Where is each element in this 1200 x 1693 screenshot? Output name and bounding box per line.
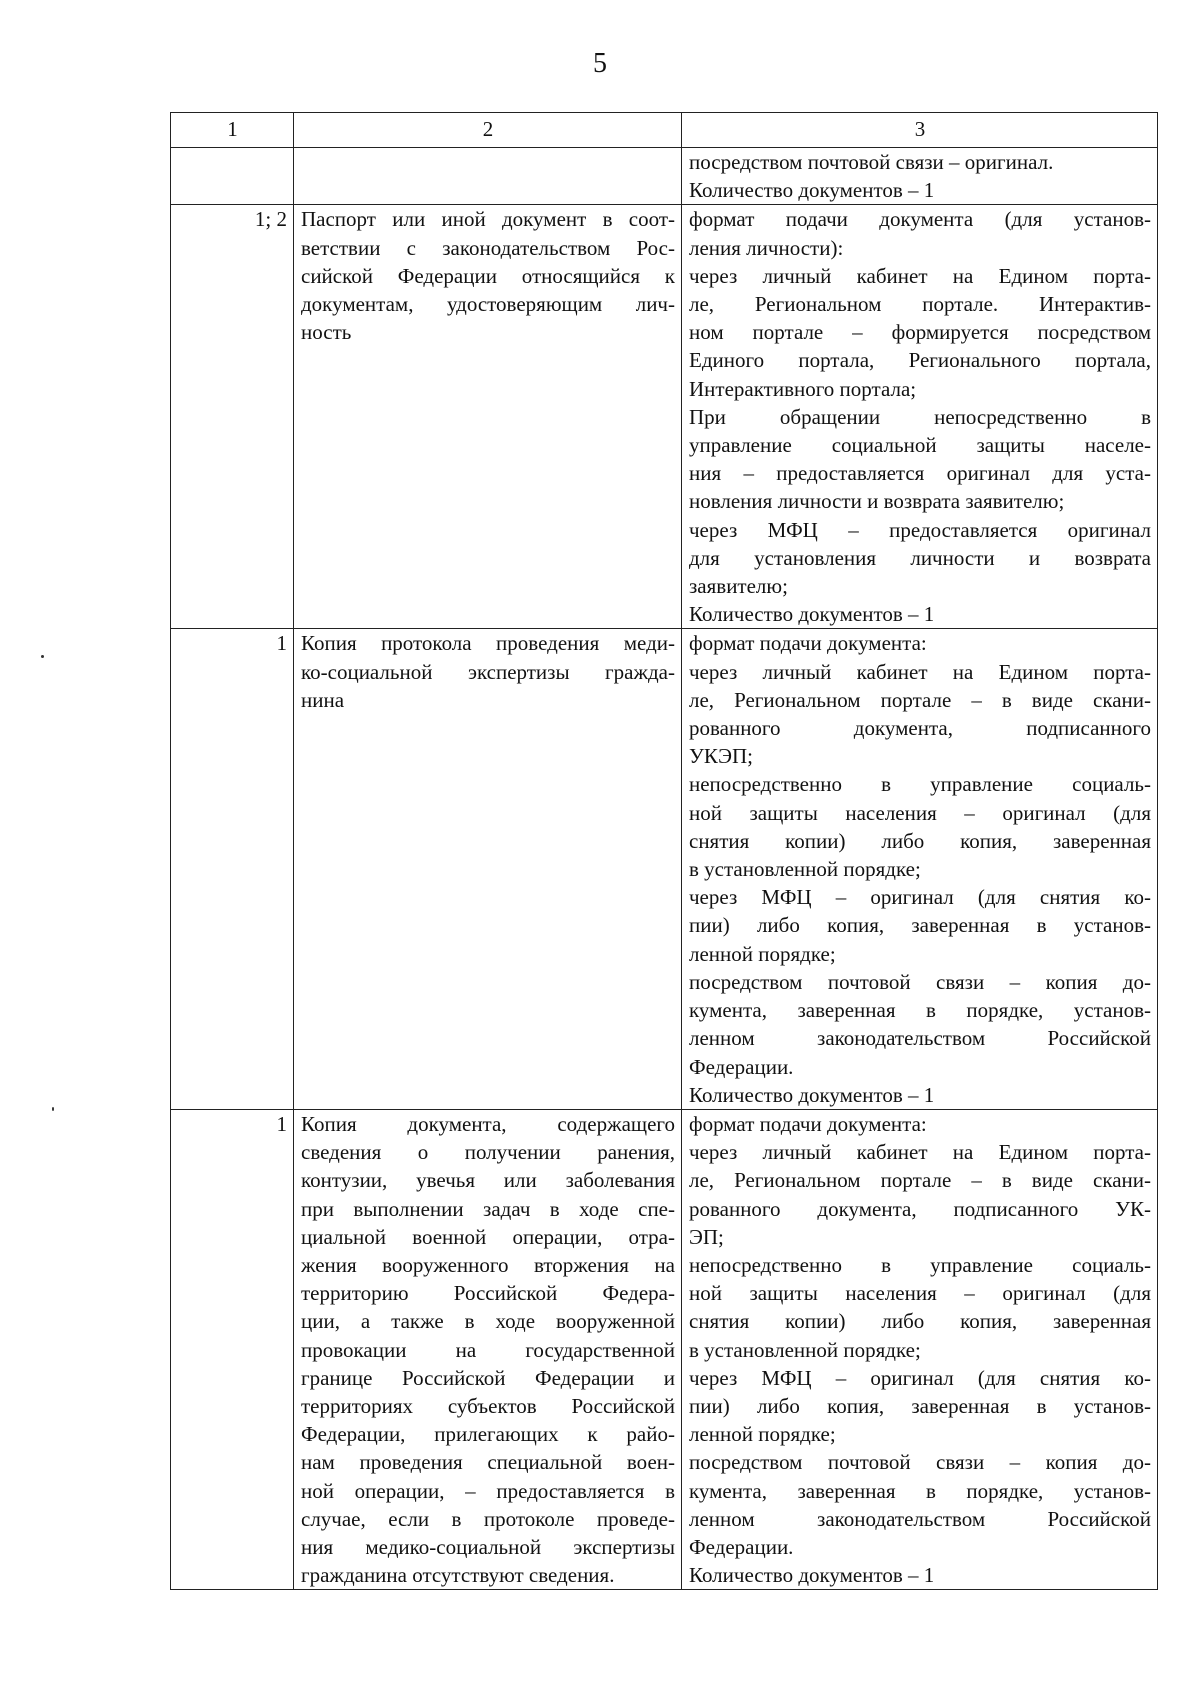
submission-format-line: Количество документов – 1 [689, 1563, 935, 1588]
submission-format-line: ленном законодательством Российской [689, 1026, 1151, 1051]
row-number-cell: 1 [171, 629, 294, 1109]
row-number-cell [171, 148, 294, 205]
submission-format-line: Федерации. [689, 1534, 794, 1559]
submission-format-line: непосредственно в управление социаль- [689, 772, 1151, 797]
submission-format-line: УКЭП; [689, 744, 753, 769]
table-row [171, 148, 1158, 205]
document-name-line: жения вооруженного вторжения на [301, 1252, 675, 1277]
document-name-line: сведения о получении ранения, [301, 1140, 675, 1165]
submission-format-line: ной защиты населения – оригинал (для [689, 800, 1151, 825]
submission-format-line: ления личности): [689, 235, 844, 260]
submission-format-line: формат подачи документа (для установ- [689, 207, 1151, 232]
scan-speck [52, 1107, 54, 1111]
submission-format-line: посредством почтовой связи – копия до- [689, 1450, 1151, 1475]
submission-format-line: ленной порядке; [689, 941, 836, 966]
document-name-line: ветствии с законодательством Рос- [301, 235, 675, 260]
submission-format-line: кумента, заверенная в порядке, установ- [689, 1478, 1151, 1503]
table-row [171, 629, 1158, 1109]
submission-format-line: управление социальной защиты населе- [689, 433, 1151, 458]
document-name-line: циальной военной операции, отра- [301, 1224, 675, 1249]
submission-format-line: непосредственно в управление социаль- [689, 1252, 1151, 1277]
submission-format-line: Количество документов – 1 [689, 178, 935, 203]
document-name-line: ции, а также в ходе вооруженной [301, 1309, 675, 1334]
table-row [171, 205, 1158, 629]
submission-format-line: через МФЦ – предоставляется оригинал [689, 517, 1151, 542]
document-name-line: Копия документа, содержащего [301, 1111, 675, 1136]
submission-format-line: ленном законодательством Российской [689, 1506, 1151, 1531]
document-name-line: при выполнении задач в ходе спе- [301, 1196, 675, 1221]
submission-format-line: Количество документов – 1 [689, 602, 935, 627]
submission-format-line: Федерации. [689, 1054, 794, 1079]
document-name-cell [294, 629, 682, 1109]
submission-format-line: рованного документа, подписанного [689, 716, 1151, 741]
document-name-line: Паспорт или иной документ в соот- [301, 207, 675, 232]
document-name-cell [294, 1109, 682, 1589]
document-name-line: Федерации, прилегающих к райо- [301, 1422, 675, 1447]
header-col-3: 3 [682, 113, 1158, 148]
document-name-line: нина [301, 687, 345, 712]
submission-format-line: Единого портала, Регионального портала, [689, 348, 1151, 373]
submission-format-line: новления личности и возврата заявителю; [689, 489, 1065, 514]
submission-format-line: ния – предоставляется оригинал для уста- [689, 461, 1151, 486]
submission-format-line: При обращении непосредственно в [689, 404, 1151, 429]
document-name-line: документам, удостоверяющим лич- [301, 292, 675, 317]
table-row [171, 1109, 1158, 1589]
document-name-line: территориях субъектов Российской [301, 1393, 675, 1418]
submission-format-line: формат подачи документа: [689, 631, 927, 656]
submission-format-line: через МФЦ – оригинал (для снятия ко- [689, 885, 1151, 910]
table-body [171, 113, 1158, 1590]
submission-format-line: пии) либо копия, заверенная в установ- [689, 1393, 1151, 1418]
header-col-2: 2 [294, 113, 682, 148]
submission-format-line: ле, Региональном портале – в виде скани- [689, 687, 1151, 712]
submission-format-line: снятия копии) либо копия, заверенная [689, 1309, 1151, 1334]
document-name-cell [294, 205, 682, 629]
row-number-cell: 1 [171, 1109, 294, 1589]
document-name-line: ной операции, – предоставляется в [301, 1478, 675, 1503]
submission-format-line: ЭП; [689, 1224, 724, 1249]
document-name-line: границе Российской Федерации и [301, 1365, 675, 1390]
submission-format-line: ной защиты населения – оригинал (для [689, 1281, 1151, 1306]
submission-format-line: для установления личности и возврата [689, 545, 1151, 570]
submission-format-line: Количество документов – 1 [689, 1082, 935, 1107]
document-name-line: ния медико-социальной экспертизы [301, 1534, 675, 1559]
document-name-line: ность [301, 320, 352, 345]
table-header-row [171, 113, 1158, 148]
submission-format-line: в установленной порядке; [689, 1337, 921, 1362]
submission-format-line: ном портале – формируется посредством [689, 320, 1151, 345]
document-name-line: ко-социальной экспертизы гражда- [301, 659, 675, 684]
document-name-line: случае, если в протоколе проведе- [301, 1506, 675, 1531]
submission-format-line: заявителю; [689, 574, 788, 599]
submission-format-line: Интерактивного портала; [689, 376, 917, 401]
submission-format-line: формат подачи документа: [689, 1111, 927, 1136]
submission-format-line: снятия копии) либо копия, заверенная [689, 828, 1151, 853]
document-name-line: Копия протокола проведения меди- [301, 631, 675, 656]
document-name-line: контузии, увечья или заболевания [301, 1168, 675, 1193]
document-name-line: нам проведения специальной воен- [301, 1450, 675, 1475]
submission-format-line: ле, Региональном портале. Интерактив- [689, 292, 1151, 317]
submission-format-line: через личный кабинет на Едином порта- [689, 659, 1151, 684]
submission-format-cell [682, 148, 1158, 205]
row-number-cell: 1; 2 [171, 205, 294, 629]
submission-format-line: через личный кабинет на Едином порта- [689, 263, 1151, 288]
submission-format-cell [682, 205, 1158, 629]
document-name-cell [294, 148, 682, 205]
page-number: 5 [593, 48, 607, 79]
document-name-line: сийской Федерации относящийся к [301, 263, 675, 288]
submission-format-cell [682, 629, 1158, 1109]
submission-format-cell [682, 1109, 1158, 1589]
document-name-line: гражданина отсутствуют сведения. [301, 1563, 615, 1588]
submission-format-line: в установленной порядке; [689, 857, 921, 882]
submission-format-line: посредством почтовой связи – копия до- [689, 969, 1151, 994]
submission-format-line: ле, Региональном портале – в виде скани- [689, 1168, 1151, 1193]
submission-format-line: кумента, заверенная в порядке, установ- [689, 998, 1151, 1023]
submission-format-line: ленной порядке; [689, 1422, 836, 1447]
submission-format-line: пии) либо копия, заверенная в установ- [689, 913, 1151, 938]
submission-format-line: через МФЦ – оригинал (для снятия ко- [689, 1365, 1151, 1390]
document-name-line: провокации на государственной [301, 1337, 675, 1362]
scan-speck [41, 655, 44, 658]
document-name-line: территорию Российской Федера- [301, 1281, 675, 1306]
header-col-1: 1 [171, 113, 294, 148]
submission-format-line: через личный кабинет на Едином порта- [689, 1140, 1151, 1165]
document-table [170, 112, 1158, 1590]
submission-format-line: рованного документа, подписанного УК- [689, 1196, 1151, 1221]
submission-format-line: посредством почтовой связи – оригинал. [689, 150, 1054, 174]
